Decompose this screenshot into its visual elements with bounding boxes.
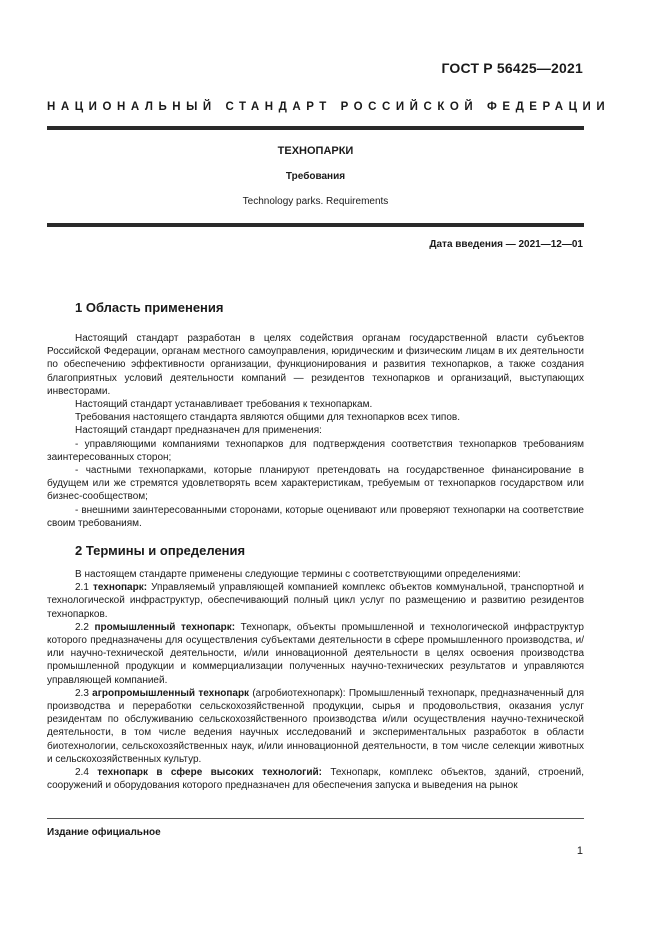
- page-number: 1: [576, 845, 583, 857]
- document-code: ГОСТ Р 56425—2021: [441, 60, 583, 76]
- paragraph: Настоящий стандарт разработан в целях содействия органам государственной власти субъектов Российской Федерации, органам местного самоуправления, юридическим и физическим лицам в их деятельности по обеспечению эффективности организации, функционирования и развития технопарков, а также создания благоприятных условий деятельности компаний — резидентов технопарков и организаций, выступающих инвесторами.: [47, 333, 584, 397]
- section-2-heading: 2 Термины и определения: [75, 543, 246, 559]
- term-number: 2.4: [75, 767, 89, 779]
- introduction-date: Дата введения — 2021—12—01: [429, 239, 583, 250]
- paragraph: В настоящем стандарте применены следующие термины с соответствующими определениями:: [75, 569, 521, 581]
- document-body: [47, 300, 584, 793]
- term-name: технопарк в сфере высоких технологий:: [97, 767, 322, 779]
- document-title: ТЕХНОПАРКИ: [277, 145, 354, 157]
- national-standard-label: НАЦИОНАЛЬНЫЙ СТАНДАРТ РОССИЙСКОЙ ФЕДЕРАЦИИ: [47, 101, 611, 113]
- paragraph: Настоящий стандарт устанавливает требования к технопаркам.: [75, 399, 373, 411]
- term-text: (агробиотехнопарк): Промышленный технопарк, предназначенный для производства и переработки сельскохозяйственной продукции, сырья и продовольствия, оказания услуг резидентам по обслуживанию сельскохозяйственного производства и/или осуществления научно-технической деятельности, в том числе ведения научных исследований и экспериментальных разработок в области биотехнологии, сельскохозяйственных наук, и/или инновационной деятельности, в том числе селекции животных и сельскохозяйственных культур.: [47, 687, 585, 765]
- term-number: 2.1: [75, 582, 89, 594]
- term-number: 2.2: [75, 621, 89, 633]
- list-item: - управляющими компаниями технопарков для подтверждения соответствия технопарков требованиям заинтересованных сторон;: [47, 438, 584, 463]
- term-definition: [47, 687, 584, 766]
- term-number: 2.3: [75, 687, 89, 699]
- term-text: Технопарк, объекты промышленной и технологической инфраструктур которого предназначены для осуществления субъектами деятельности в сфере промышленного производства, и/или научно-технической деятельности, и/или инновационной деятельности в целях освоения производства промышленной продукции и коммерциализации полученных научно-технических результатов и управляются управляющей компанией.: [47, 621, 584, 686]
- footer-rule: [47, 818, 584, 819]
- term-text: Технопарк, комплекс объектов, зданий, строений, сооружений и оборудования которого предназначен для обеспечения запуска и выведения на рынок: [47, 767, 584, 792]
- english-title: Technology parks. Requirements: [242, 196, 389, 207]
- paragraph: Требования настоящего стандарта являются общими для технопарков всех типов.: [75, 412, 460, 424]
- title-rule: [47, 223, 584, 227]
- term-text: Управляемый управляющей компанией комплекс объектов коммунальной, транспортной и технологической инфраструктур, обеспечивающий полный цикл услуг по размещению и развитию резидентов технопарков.: [47, 582, 584, 620]
- term-name: промышленный технопарк:: [94, 621, 236, 633]
- paragraph: Настоящий стандарт предназначен для применения:: [75, 425, 322, 437]
- list-item: - внешними заинтересованными сторонами, которые оценивают или проверяют технопарки на соответствие своим требованиям.: [47, 504, 584, 529]
- term-name: технопарк:: [92, 582, 148, 594]
- term-name: агропромышленный технопарк: [92, 687, 250, 699]
- official-edition-label: Издание официальное: [47, 827, 161, 838]
- section-1-heading: 1 Область применения: [75, 300, 224, 315]
- term-definition: [47, 581, 584, 621]
- header-rule: [47, 126, 584, 130]
- document-subtitle: Требования: [285, 171, 346, 182]
- list-item: - частными технопарками, которые планируют претендовать на государственное финансирование в будущем или же стремятся удовлетворять всем характеристикам, требуемым от технопарков государством или бизнес-сообществом;: [47, 465, 584, 503]
- term-definition: [47, 621, 584, 687]
- term-definition: [47, 766, 584, 792]
